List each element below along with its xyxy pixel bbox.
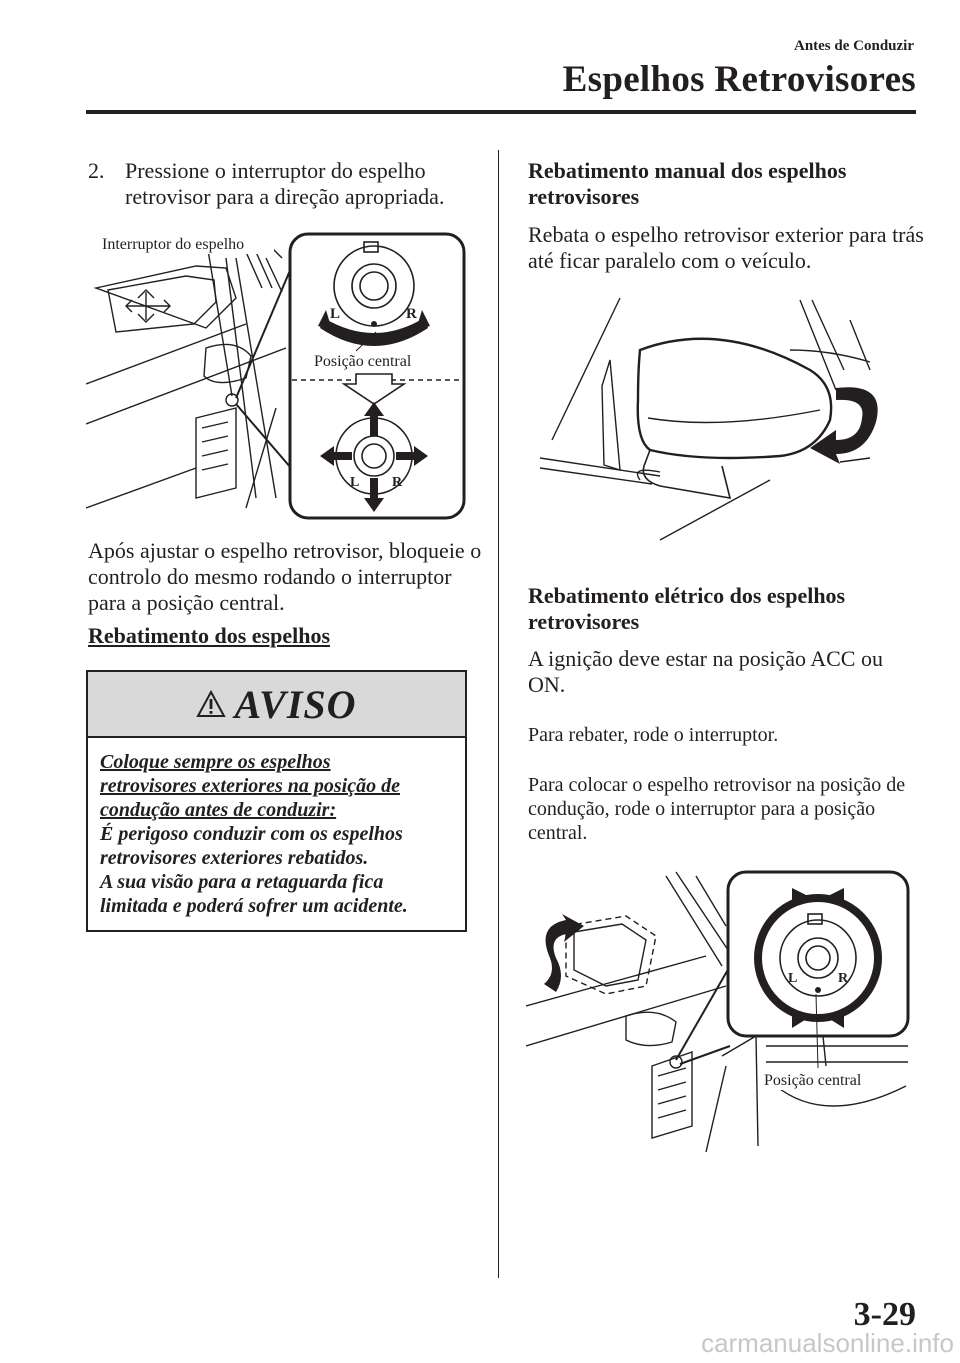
figure-manual-fold (540, 290, 900, 560)
warning-line-5: retrovisores exteriores rebatidos. (100, 847, 369, 869)
heading-manual-folding: Rebatimento manual dos espelhos retrovisores (528, 158, 847, 209)
warning-header (88, 672, 465, 738)
fig1-letter-r-bottom: R (392, 475, 403, 490)
warning-line-6: A sua visão para a retaguarda fica (100, 871, 384, 893)
fig3-letter-l: L (788, 971, 798, 986)
watermark-text: carmanualsonline.info (701, 1328, 954, 1358)
warning-line-4: É perigoso conduzir com os espelhos (100, 823, 403, 845)
fig1-letter-r-top: R (406, 306, 417, 322)
header-rule (86, 110, 916, 114)
subheading-folding: Rebatimento dos espelhos (88, 623, 331, 648)
fig1-letter-l-top: L (330, 306, 341, 322)
warning-line-7: limitada e poderá sofrer um acidente. (100, 895, 408, 917)
column-divider (498, 150, 499, 1278)
figure-mirror-switch (86, 228, 470, 524)
step-number: 2. (88, 158, 105, 183)
warning-line-2: retrovisores exteriores na posição de (100, 775, 400, 797)
paragraph-lock: Após ajustar o espelho retrovisor, bloqueie o controlo do mesmo rodando o interruptor para a posição central. (88, 538, 482, 615)
paragraph-manual-folding: Rebata o espelho retrovisor exterior para trás até ficar paralelo com o veículo. (528, 222, 924, 273)
chapter-title: Antes de Conduzir (793, 38, 914, 54)
page-number: 3-29 (853, 1296, 916, 1333)
label-mirror-switch: Interruptor do espelho (102, 236, 245, 253)
fig1-letter-l-bottom: L (350, 475, 360, 490)
figure-electric-fold (526, 866, 912, 1156)
section-title: Espelhos Retrovisores (562, 59, 916, 100)
label-center-position: Posição central (314, 353, 412, 370)
paragraph-rotate-switch: Para rebater, rode o interruptor. (528, 724, 779, 746)
paragraph-ignition: A ignição deve estar na posição ACC ou ON. (528, 646, 883, 697)
step-text: Pressione o interruptor do espelho retrovisor para a direção apropriada. (125, 158, 445, 209)
warning-line-3: condução antes de conduzir: (100, 799, 337, 821)
warning-triangle-icon (196, 690, 226, 718)
warning-body (88, 738, 465, 918)
fig3-label-center-position: Posição central (764, 1072, 862, 1089)
fig3-letter-r: R (838, 971, 849, 986)
warning-title: AVISO (234, 681, 357, 727)
paragraph-driving-position: Para colocar o espelho retrovisor na posição de condução, rode o interruptor para a posição central. (528, 774, 906, 844)
warning-line-1: Coloque sempre os espelhos (100, 751, 331, 773)
warning-box (86, 670, 467, 932)
heading-electric-folding: Rebatimento elétrico dos espelhos retrovisores (528, 583, 846, 634)
